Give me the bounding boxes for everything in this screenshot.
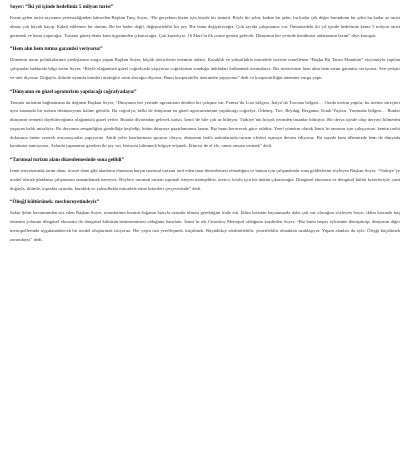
section-heading-agrotourism: “Dünyanın en güzel agroturizm yapılacağı coğrafyadayız” — [10, 88, 137, 95]
section-body-tourist-target: Kente gelen turist sayısının yetersizliğinden bahseden Başkan Tunç Soyer, “Bu gerçekten bizim için büyük bir üzüntü. Böyle bir şehir, kadim bir şehir, bu kadar çok değer barındıran bir şehir bu kadar az turist almaz çok büyük kayıp. Kabul edilemez bir durum. Bu bir kader değil, değiştirilebilir bir şey. Biz bunu değiştireceğiz. Çok sayıda çalışmamız var. Önümüzdeki iki yıl içinde hedefimiz kente 5 milyon turist getirmek ve bunu yapacağız. Turizmi güneş deniz kum üçgeninden çıkartacağız. Çok kararlıyız. 16 Mart’ta ilk cruise gemisi gelecek. Dünyanın her yerinde kendimizi anlatmanın lazım” diye konuştu. — [10, 15, 400, 38]
section-heading-tourist-target: Soyer: “İki yıl içinde hedefimiz 5 milyon turist” — [10, 4, 114, 10]
section-body-agricultural-tourism-zoning: İzmir mevzuatında tarım alanı, ticaret alanı gibi alanların olmasına karşın tarımsal turizmi tarif eden imar düzenlemesi olmadığını ve bunun için çalışmalarda sona geldiklerini söyleyen Başkan Soyer, “Türkiye’ye model olacak planlama çalışmasını tamamlamak üzereyiz. Böylece tarımsal turizm yapmak isteyen müteşebbis, üretici, köylü için bir imkân çıkartacağız. Döngüsel ekonomi ve döngüsel kültür kriterleriyle, yani doğayla, iklimle, toprakla uyumlu, kuraklık ve yoksullukla mücadele etme kriterleri çerçevesinde” dedi. — [10, 168, 400, 191]
section-body-purchase-guarantee: Dönemin tarım politikalarının yanlışlarına vurgu yapan Başkan Soyer, küçük üreticilerin önemini anlattı. Kuraklık ve yoksullukla mücadele üzerine temellenen “Başka Bir Tarım Mümkün” vizyonuyla yapılan çalışmalar hakkında bilgi veren Soyer, “Böyle olağanüstü güzel coğrafyada yaşıyoruz coğrafyanın sunduğu imkânları kullanmak zorundayız. Biz üreticimize hem alım hem satım garantisi veriyoruz. Sen yetiştir ve üret diyoruz. Doğayla, iklimle uyumlu ürünleri ürettiğice satın alacağız diyoruz. Bunu kooperatifler üzerinden yapıyoruz” dedi ve kooperatifliğin önemine vurgu yaptı. — [10, 57, 400, 80]
section-heading-purchase-guarantee: “Hem alın hem tutma garantisi veriyoruz” — [10, 46, 103, 53]
section-body-agrotourism: Tarımla turizmin bağlantısına da değinen Başkan Soyer, “Dünyanın her yerinde agroturizm denilen bir çalışma var. Fransa’da Loar bölgesi, İtalya’da Toscana bölgesi… Orada üretim yapılır, bu üretim süreçleri aynı zamanda bir turizm destinasyonu haline getirilir. Bu coğrafya, belki de dünyanın en güzel agroturizminin yapılacağı coğrafya. Ödemiş, Tire, Beydağ, Bergama, Kınık’Yayları, Yarımada bölgesi… Bunlar dünyanın cennetti diyebileceğimiz olağanüstü güzel yerler. Burada diyarından gelecek turisti, İzmir’de bile çok az bilinyor. Türkiye’nin birçok yerinden insanlar bilmiyor. Bir derya içinde olup deryayı bilmeden yaşayan balık misaliyiz. Bu deryanın zenginliğini gözdelliğe keşfedip, bütün dünyaya pazarlamamız lazım. Biz bunu becerecek güce sahibiz. Yerel yönetim olarak İzmir’in tanıtımı için çalışıyoruz, kentin tarihi dokusuna önem vererek restorasyonlar yapıyoruz. Antik yeler kazılarımıza sponsor oluyor, dünyanın farklı noktalarında turizm ofisleri açmaya devam ediyoruz. Bu sayede hem ülkemizde hem de dünyada kentimizi tanıtıyoruz. Aslında yapmamız gereken iki şey var, birincisi bilinmedi bilgiye erişmek. İkincisi de el ele, omuz omuza vermek” dedi. — [10, 99, 400, 149]
section-body-downsizing: Sakin Şehir kavramından söz eden Başkan Soyer, insanlarının hızının doğanın hızıyla uyumlu olması gerektiğini ifade etti. İklim krizinin hayatımızda daha çok var olacağını söyleyen Soyer, iklim krizinde baş etmenin yolunun döngüsel ekonomi ile döngüsel kültürün benimsenmesi olduğunu hatırlattı. İzmir’in tek Cittaslow Metropol olduğunu kaydeden Soyer, “Biz bunu başarı öyküsüne dönüştürüp, dünyanın diğer metropollerinde uygulanabilecek bir model oluşturmak istiyoruz. Her yeşin özü yerelleşmek, küçülmek. Büyüdükçe sürdürülebilir, yönetilebilir olmaktan uzaklaşıyor. Yaşam alanları da öyle. Öleşği küçültmek zorundayız” dedi. — [10, 210, 400, 242]
section-heading-downsizing: “Öleşği kültürünek: mecburuyetindeyiz” — [10, 199, 100, 206]
section-heading-agricultural-tourism-zoning: “Tarımsal turizm alanı düzenlemesinde sona gelildi” — [10, 157, 125, 163]
